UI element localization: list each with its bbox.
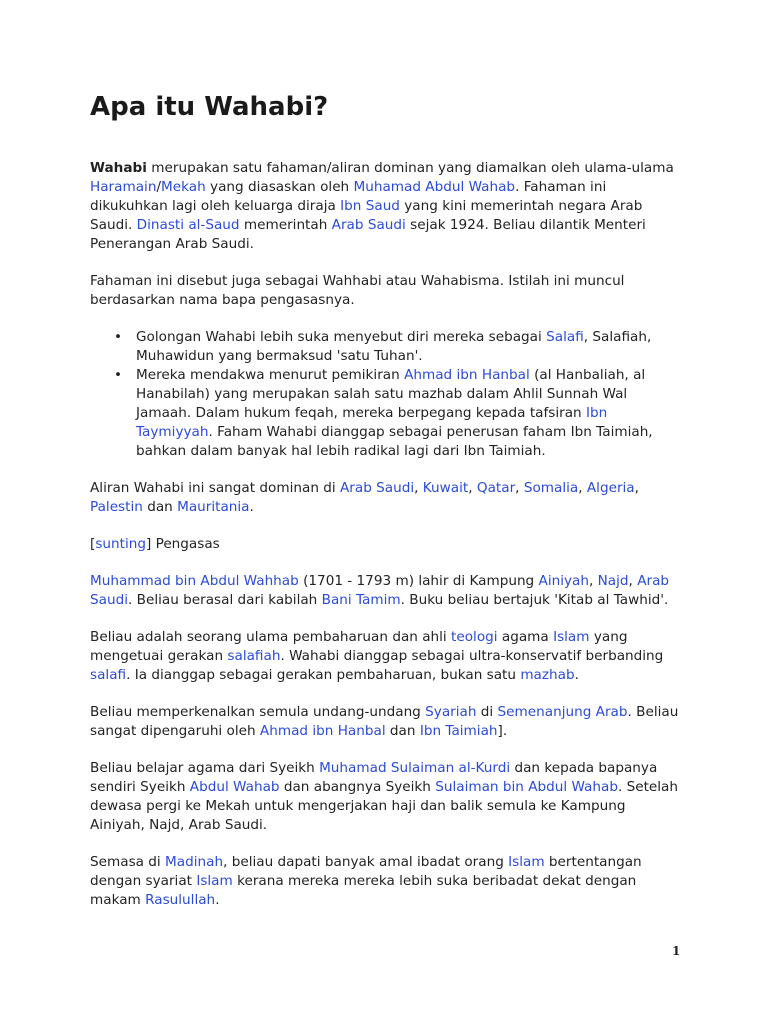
link-rasulullah[interactable]: Rasulullah — [145, 892, 216, 908]
link-dinasti-al-saud[interactable]: Dinasti al-Saud — [136, 217, 240, 233]
link-palestin[interactable]: Palestin — [90, 499, 143, 515]
link-ibn-taymiyyah[interactable]: Ibn Taymiyyah — [136, 405, 608, 440]
link-salafiah[interactable]: salafiah — [227, 648, 281, 664]
link-ainiyah[interactable]: Ainiyah — [538, 573, 589, 589]
link-arab-saudi[interactable]: Arab Saudi — [331, 217, 406, 233]
link-qatar[interactable]: Qatar — [476, 480, 516, 496]
link-islam[interactable]: Islam — [508, 854, 545, 870]
link-bani-tamim[interactable]: Bani Tamim — [321, 592, 401, 608]
link-mauritania[interactable]: Mauritania — [177, 499, 250, 515]
link-syariah[interactable]: Syariah — [425, 704, 477, 720]
link-islam[interactable]: Islam — [196, 873, 233, 889]
section-heading-pengasas: [sunting] Pengasas — [90, 536, 220, 552]
link-semenanjung-arab[interactable]: Semenanjung Arab — [497, 704, 628, 720]
countries-paragraph: Aliran Wahabi ini sangat dominan di Arab Saudi, Kuwait, Qatar, Somalia, Algeria, Palestin dan Mauritania. — [90, 480, 639, 515]
link-ibn-taimiah[interactable]: Ibn Taimiah — [419, 723, 498, 739]
bullet-list — [90, 328, 680, 461]
link-abdul-wahab[interactable]: Abdul Wahab — [189, 779, 280, 795]
link-muhammad-bin-abdul-wahhab[interactable]: Muhammad bin Abdul Wahhab — [90, 573, 299, 589]
link-somalia[interactable]: Somalia — [523, 480, 579, 496]
link-salafi[interactable]: salafi — [90, 667, 127, 683]
intro-paragraph: Wahabi merupakan satu fahaman/aliran dominan yang diamalkan oleh ulama-ulama Haramain/Mekah yang diasaskan oleh Muhamad Abdul Wahab. Fahaman ini dikukuhkan lagi oleh keluarga diraja Ibn Saud yang kini memerintah negara Arab Saudi. Dinasti al-Saud memerintah Arab Saudi sejak 1924. Beliau dilantik Menteri Penerangan Arab Saudi. — [90, 160, 674, 252]
link-kuwait[interactable]: Kuwait — [422, 480, 469, 496]
link-haramain[interactable]: Haramain — [90, 179, 157, 195]
link-arab-saudi[interactable]: Arab Saudi — [339, 480, 415, 496]
reform-paragraph: Beliau adalah seorang ulama pembaharuan dan ahli teologi agama Islam yang mengetuai gerakan salafiah. Wahabi dianggap sebagai ultra-konservatif berbanding salafi. Ia dianggap sebagai gerakan pembaharuan, bukan satu mazhab. — [90, 629, 664, 683]
link-muhamad-abdul-wahab[interactable]: Muhamad Abdul Wahab — [353, 179, 516, 195]
founder-paragraph: Muhammad bin Abdul Wahhab (1701 - 1793 m) lahir di Kampung Ainiyah, Najd, Arab Saudi. Beliau berasal dari kabilah Bani Tamim. Buku beliau bertajuk 'Kitab al Tawhid'. — [90, 573, 670, 608]
definition-paragraph: Fahaman ini disebut juga sebagai Wahhabi atau Wahabisma. Istilah ini muncul berdasarkan nama bapa pengasasnya. — [90, 273, 625, 308]
education-paragraph: Beliau belajar agama dari Syeikh Muhamad Sulaiman al-Kurdi dan kepada bapanya sendiri Syeikh Abdul Wahab dan abangnya Syeikh Sulaiman bin Abdul Wahab. Setelah dewasa pergi ke Mekah untuk mengerjakan haji dan balik semula ke Kampung Ainiyah, Najd, Arab Saudi. — [90, 760, 679, 833]
link-arab-saudi[interactable]: Arab Saudi — [90, 573, 670, 608]
link-madinah[interactable]: Madinah — [165, 854, 224, 870]
link-najd[interactable]: Najd — [597, 573, 629, 589]
link-ibn-saud[interactable]: Ibn Saud — [340, 198, 400, 214]
link-mekah[interactable]: Mekah — [161, 179, 206, 195]
document-page — [90, 90, 680, 928]
list-item: • Mereka mendakwa menurut pemikiran Ahmad ibn Hanbal (al Hanbaliah, al Hanabilah) yang merupakan salah satu mazhab dalam Ahlil Sunnah Wal Jamaah. Dalam hukum feqah, mereka berpegang kepada tafsiran Ibn Taymiyyah. Faham Wahabi dianggap sebagai penerusan faham Ibn Taimiah, bahkan dalam banyak hal lebih radikal lagi dari Ibn Taimiah. — [136, 366, 680, 461]
link-teologi[interactable]: teologi — [451, 629, 498, 645]
edit-link-sunting[interactable]: sunting — [95, 536, 146, 552]
link-ahmad-ibn-hanbal[interactable]: Ahmad ibn Hanbal — [259, 723, 386, 739]
link-islam[interactable]: Islam — [553, 629, 590, 645]
link-muhamad-sulaiman-al-kurdi[interactable]: Muhamad Sulaiman al-Kurdi — [319, 760, 511, 776]
madinah-paragraph: Semasa di Madinah, beliau dapati banyak amal ibadat orang Islam bertentangan dengan syariat Islam kerana mereka mereka lebih suka beribadat dekat dengan makam Rasulullah. — [90, 854, 642, 908]
link-sulaiman-bin-abdul-wahab[interactable]: Sulaiman bin Abdul Wahab — [435, 779, 618, 795]
syariah-paragraph: Beliau memperkenalkan semula undang-undang Syariah di Semenanjung Arab. Beliau sangat dipengaruhi oleh Ahmad ibn Hanbal dan Ibn Taimiah]. — [90, 704, 679, 739]
term-wahabi: Wahabi — [90, 160, 147, 176]
link-algeria[interactable]: Algeria — [586, 480, 635, 496]
link-ahmad-ibn-hanbal[interactable]: Ahmad ibn Hanbal — [404, 367, 530, 383]
list-item: • Golongan Wahabi lebih suka menyebut diri mereka sebagai Salafi, Salafiah, Muhawidun yang bermaksud 'satu Tuhan'. — [136, 328, 680, 366]
link-mazhab[interactable]: mazhab — [520, 667, 575, 683]
page-title: Apa itu Wahabi? — [90, 92, 329, 122]
link-salafi[interactable]: Salafi — [546, 329, 584, 345]
page-number: 1 — [672, 944, 681, 958]
